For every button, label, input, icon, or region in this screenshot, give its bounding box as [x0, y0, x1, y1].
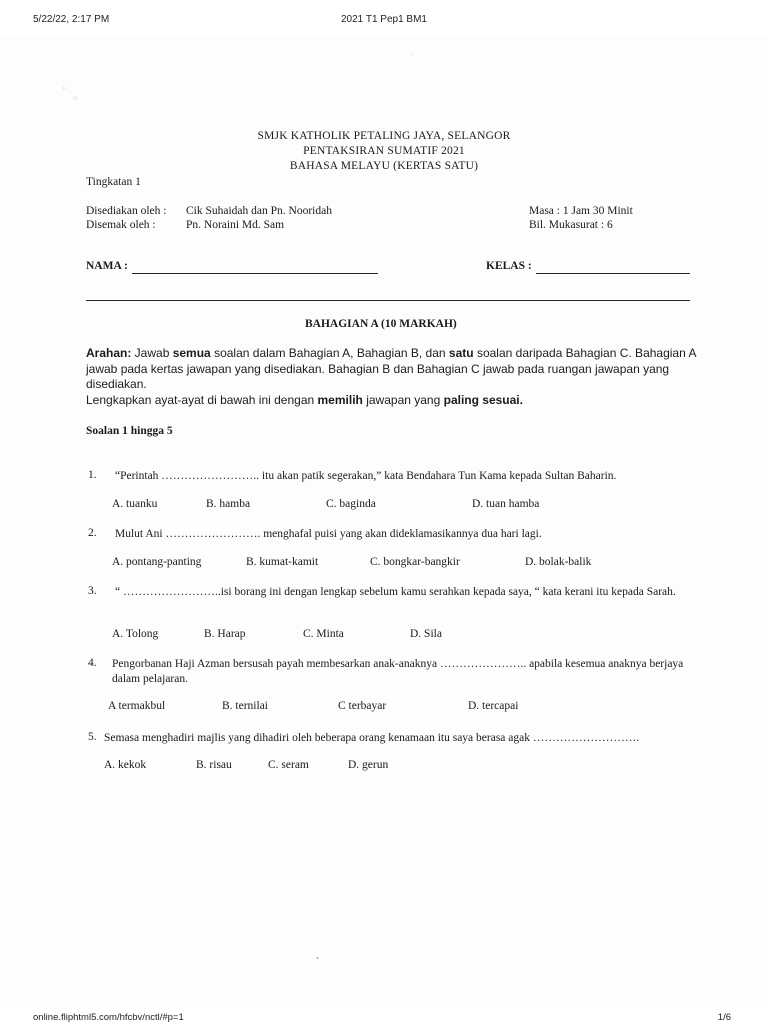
scan-speck: ⁘ — [72, 94, 79, 103]
answer-option: B. kumat-kamit — [246, 556, 319, 568]
page-count: Bil. Mukasurat : 6 — [529, 219, 613, 231]
scan-speck: ·‧ — [62, 84, 68, 93]
question-number: 4. — [88, 657, 97, 669]
scan-speck: • — [316, 954, 319, 963]
instructions — [86, 346, 700, 408]
prepared-by-label: Disediakan oleh : — [86, 205, 167, 217]
answer-option: B. ternilai — [222, 700, 268, 712]
name-label: NAMA : — [86, 260, 128, 272]
instruction-paragraph-2: Lengkapkan ayat-ayat di bawah ini dengan memilih jawapan yang paling sesuai. — [86, 392, 523, 407]
question-text: “ ……………………..isi borang ini dengan lengkap sebelum kamu serahkan kepada saya, “ kata kerani itu kepada Sarah. — [115, 586, 676, 598]
browser-print-header — [0, 0, 768, 36]
instruction-paragraph: Arahan: Jawab semua soalan dalam Bahagian A, Bahagian B, dan satu soalan daripada Bahagian C. Bahagian A jawab pada kertas jawapan yang disediakan. Bahagian B dan Bahagian C jawab pada ruangan jawapan yang disediakan. — [86, 346, 696, 391]
header-divider — [86, 300, 690, 301]
question-number: 1. — [88, 469, 97, 481]
checked-by-label: Disemak oleh : — [86, 219, 156, 231]
answer-option: B. Harap — [204, 628, 246, 640]
class-label: KELAS : — [486, 260, 532, 272]
question-number: 2. — [88, 527, 97, 539]
print-title: 2021 T1 Pep1 BM1 — [341, 14, 427, 25]
exam-duration: Masa : 1 Jam 30 Minit — [529, 205, 633, 217]
answer-option: C. Minta — [303, 628, 344, 640]
question-number: 5. — [88, 731, 97, 743]
prepared-by: Cik Suhaidah dan Pn. Nooridah — [186, 205, 332, 217]
answer-option: A termakbul — [108, 700, 166, 712]
answer-option: C. bongkar-bangkir — [370, 556, 460, 568]
answer-option: D. bolak-balik — [525, 556, 592, 568]
answer-option: D. tercapai — [468, 700, 519, 712]
browser-print-footer — [0, 1012, 768, 1024]
subject-title: BAHASA MELAYU (KERTAS SATU) — [289, 160, 479, 172]
form-level: Tingkatan 1 — [86, 176, 141, 188]
question-text: Mulut Ani ……………………. menghafal puisi yang akan dideklamasikannya dua hari lagi. — [115, 528, 542, 540]
answer-option: D. Sila — [410, 628, 442, 640]
question-number: 3. — [88, 585, 97, 597]
instruction-lead: Arahan: — [86, 346, 132, 360]
question-range: Soalan 1 hingga 5 — [86, 425, 173, 437]
class-field[interactable] — [536, 273, 690, 274]
answer-option: B. hamba — [206, 498, 251, 510]
answer-option: A. tuanku — [112, 498, 158, 510]
answer-option: A. pontang-panting — [112, 556, 202, 568]
answer-option: C. baginda — [326, 498, 376, 510]
checked-by: Pn. Noraini Md. Sam — [186, 219, 285, 231]
answer-option: A. kekok — [104, 759, 147, 771]
print-url: online.fliphtml5.com/hfcbv/nctl/#p=1 — [33, 1012, 184, 1023]
question-text: Semasa menghadiri majlis yang dihadiri oleh beberapa orang kenamaan itu saya berasa agak ………………………. — [104, 732, 640, 744]
answer-option: D. tuan hamba — [472, 498, 540, 510]
answer-option: A. Tolong — [112, 628, 159, 640]
question-text: “Perintah …………………….. itu akan patik segerakan,” kata Bendahara Tun Kama kepada Sultan Baharin. — [115, 470, 617, 482]
name-field[interactable] — [132, 273, 378, 274]
answer-option: B. risau — [196, 759, 232, 771]
scan-speck: · — [410, 50, 413, 59]
question-text: Pengorbanan Haji Azman bersusah payah membesarkan anak-anaknya ………………….. apabila kesemua anaknya berjaya dalam pelajaran. — [112, 658, 684, 685]
section-title: BAHAGIAN A (10 MARKAH) — [305, 318, 457, 330]
print-datetime: 5/22/22, 2:17 PM — [33, 14, 110, 25]
answer-option: C. seram — [268, 759, 309, 771]
assessment-title: PENTAKSIRAN SUMATIF 2021 — [303, 145, 465, 157]
answer-option: D. gerun — [348, 759, 389, 771]
answer-option: C terbayar — [338, 700, 387, 712]
print-page-number: 1/6 — [717, 1012, 731, 1023]
school-name: SMJK KATHOLIK PETALING JAYA, SELANGOR — [257, 130, 511, 142]
